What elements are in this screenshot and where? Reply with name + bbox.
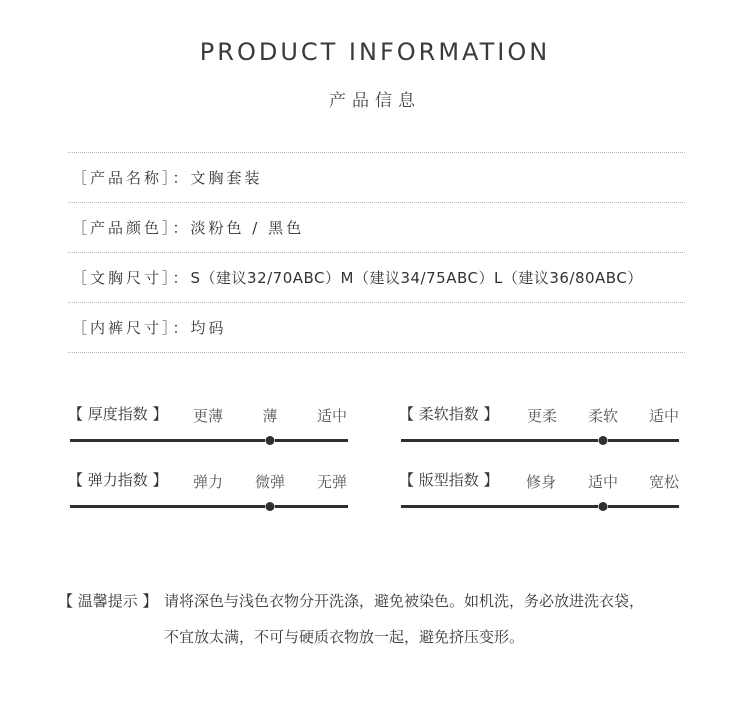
notice-text-line2: 不宜放太满，不可与硬质衣物放一起，避免挤压变形。: [164, 628, 525, 646]
scale-marker: [266, 502, 275, 511]
scale-track: [401, 439, 679, 442]
scale-option: 微弹: [254, 473, 286, 491]
scale-option: 更柔: [526, 407, 558, 425]
scale-option: 适中: [648, 407, 680, 425]
info-label: ［内裤尺寸］：: [72, 319, 191, 337]
scale-title: 【 厚度指数 】: [68, 405, 168, 423]
info-label: ［文胸尺寸］：: [72, 269, 191, 287]
scale-option: 适中: [316, 407, 348, 425]
info-value: 淡粉色 / 黑色: [190, 219, 305, 237]
scale-title: 【 柔软指数 】: [399, 405, 499, 423]
info-row-product-name: [68, 153, 685, 203]
thickness-scale: [68, 403, 348, 453]
info-label: ［产品名称］：: [72, 169, 191, 187]
softness-scale: [399, 403, 679, 453]
info-value: 均码: [190, 319, 227, 337]
info-row-color: [68, 203, 685, 253]
fit-scale: [399, 469, 679, 519]
info-row-brief-size: [68, 303, 685, 353]
scale-option: 更薄: [192, 407, 224, 425]
scale-title: 【 弹力指数 】: [68, 471, 168, 489]
scale-track: [401, 505, 679, 508]
elasticity-scale: [68, 469, 348, 519]
info-value: 文胸套装: [190, 169, 263, 187]
info-value: S（建议32/70ABC）M（建议34/75ABC）L（建议36/80ABC）: [190, 269, 643, 287]
scale-option: 无弹: [316, 473, 348, 491]
scale-marker: [599, 436, 608, 445]
scale-marker: [599, 502, 608, 511]
page-title-cn: 产品信息: [329, 91, 421, 111]
notice-text-line1: 请将深色与浅色衣物分开洗涤，避免被染色。如机洗，务必放进洗衣袋，: [164, 592, 645, 610]
scale-title: 【 版型指数 】: [399, 471, 499, 489]
info-row-bra-size: [68, 253, 685, 303]
scale-option: 薄: [262, 407, 278, 425]
notice-label: 【 温馨提示 】: [58, 592, 158, 610]
page-title-en: PRODUCT INFORMATION: [199, 38, 551, 66]
scale-track: [70, 439, 348, 442]
scale-option: 柔软: [587, 407, 619, 425]
info-label: ［产品颜色］：: [72, 219, 191, 237]
scale-option: 修身: [525, 473, 557, 491]
product-info-table: [68, 152, 685, 353]
scale-track: [70, 505, 348, 508]
scale-option: 弹力: [192, 473, 224, 491]
scale-option: 宽松: [648, 473, 680, 491]
scale-marker: [266, 436, 275, 445]
scale-option: 适中: [587, 473, 619, 491]
